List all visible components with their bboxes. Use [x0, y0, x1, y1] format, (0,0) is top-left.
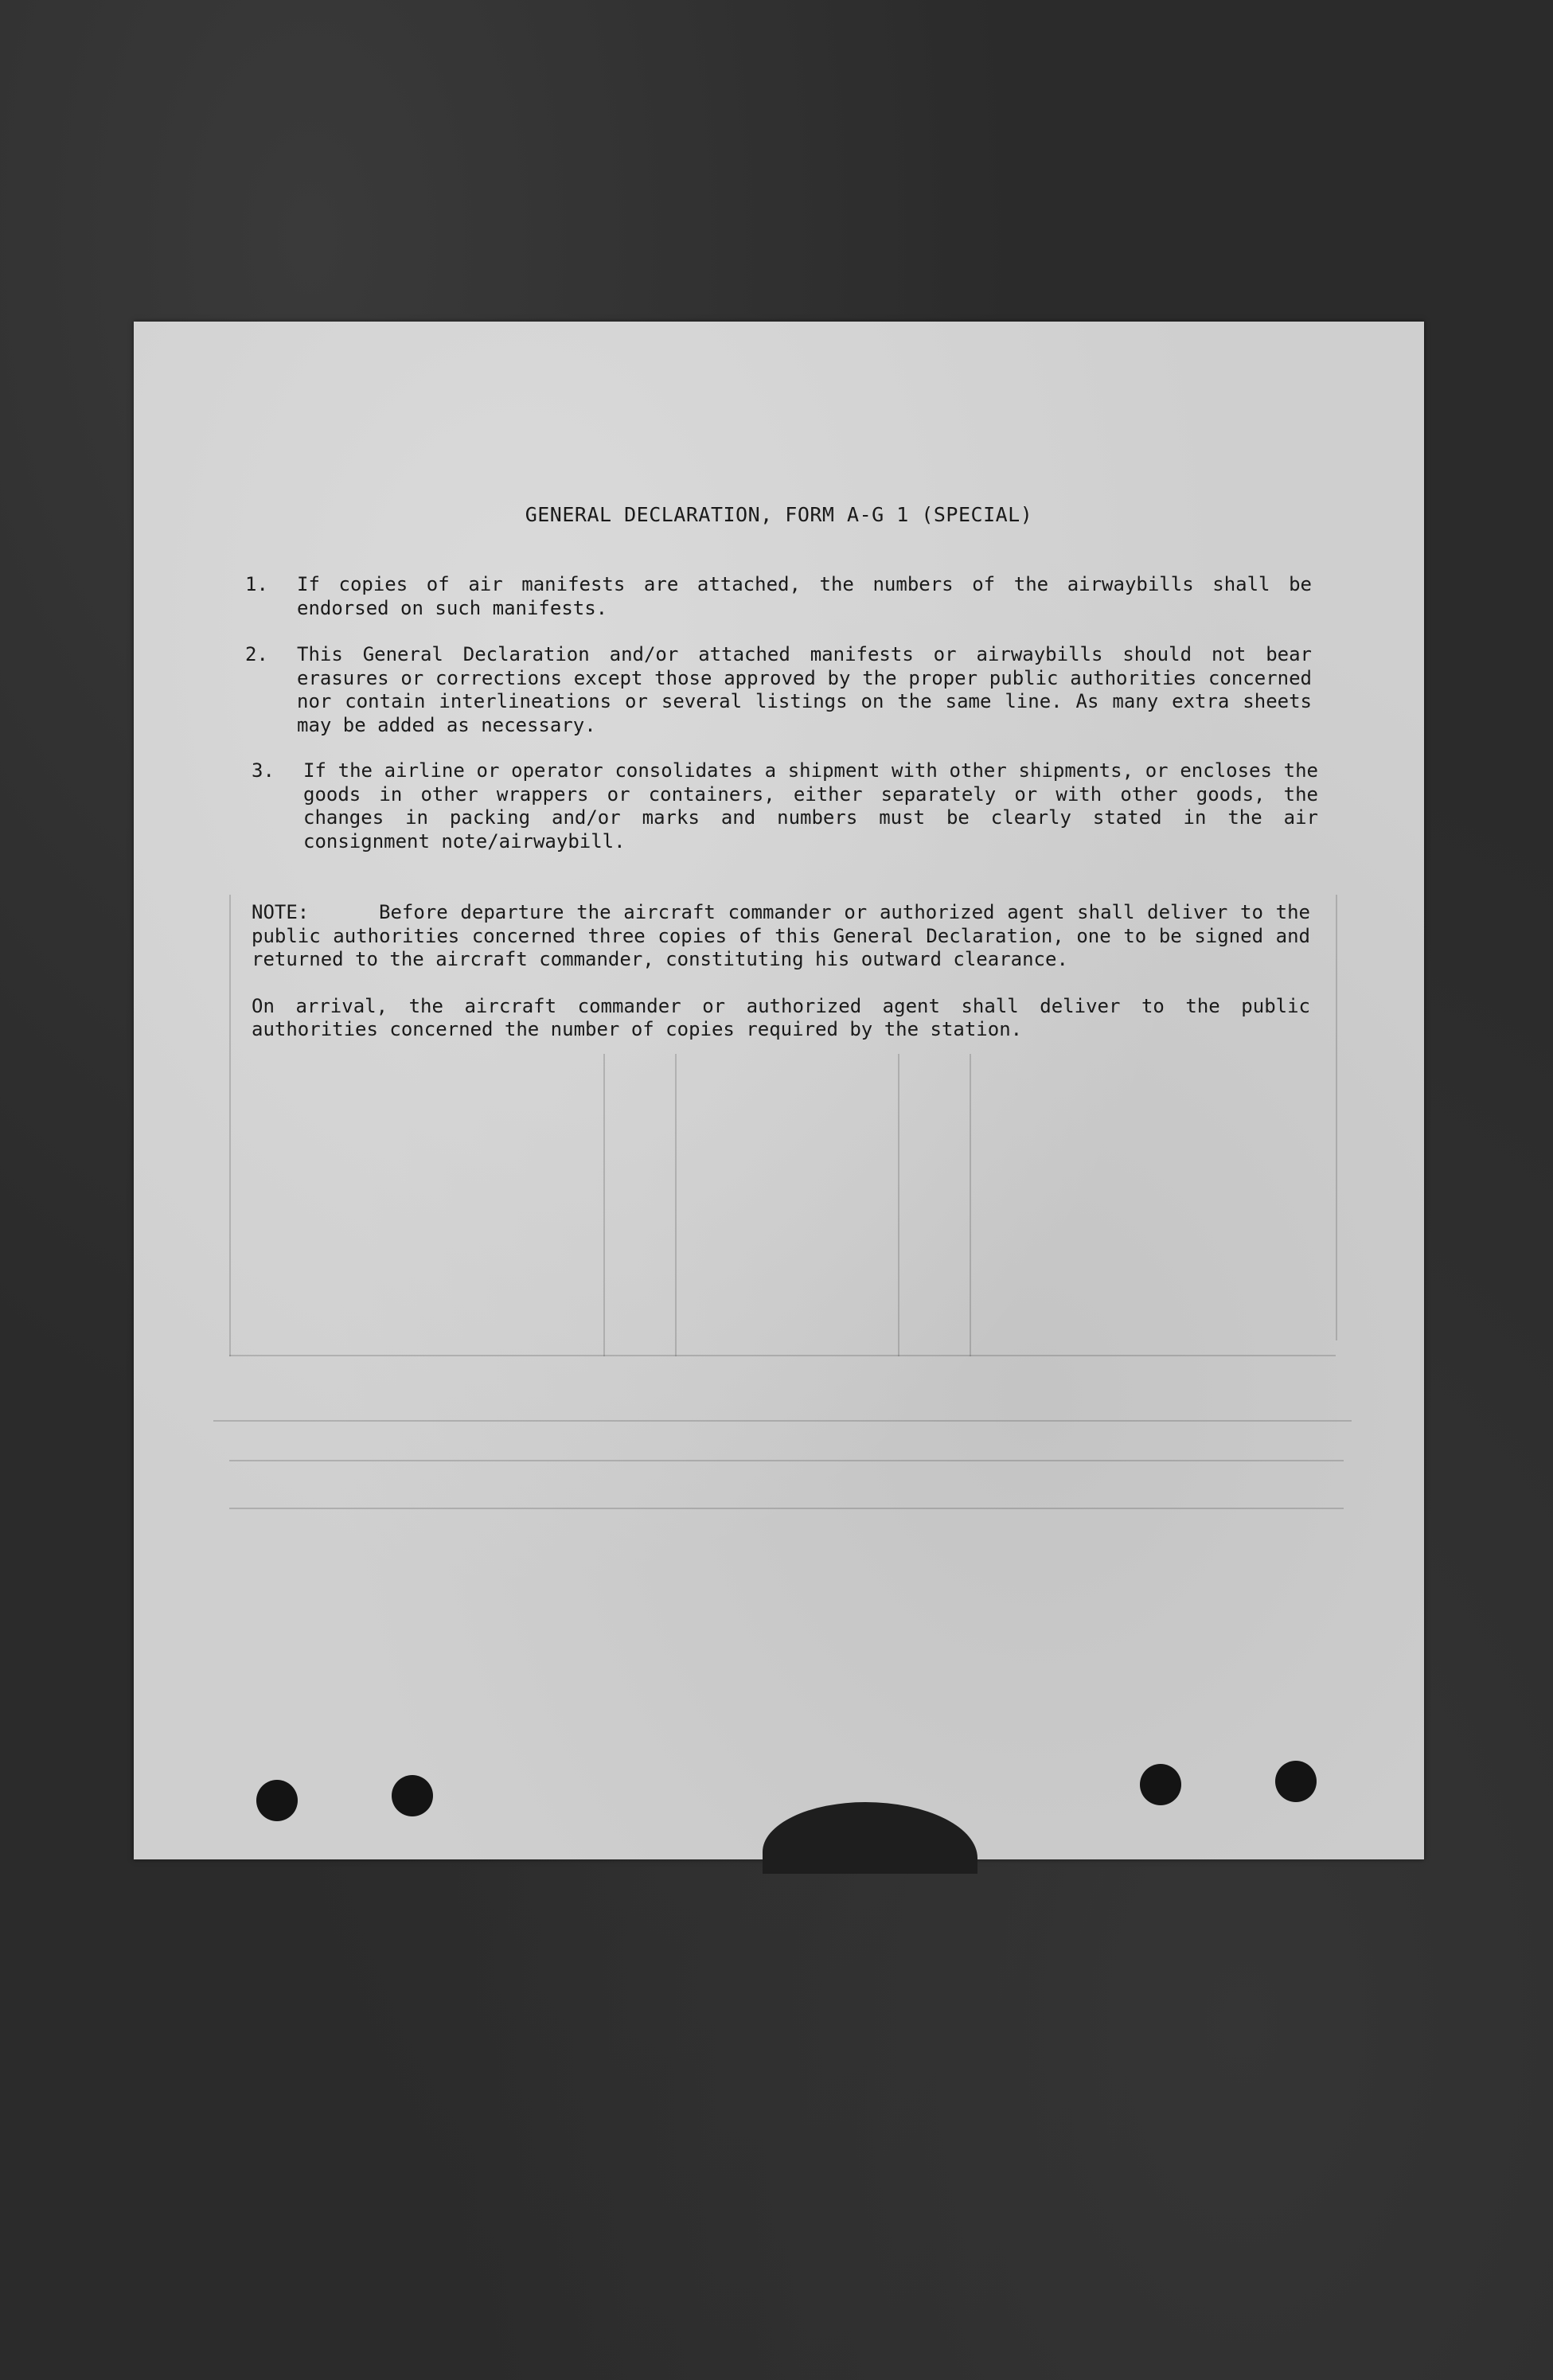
bleed-through-table-border — [603, 1054, 605, 1356]
item-text: If the airline or operator consolidates a shipment with other shipments, or encloses the goods in other wrappers or containers, either separately or with other goods, the changes in packing and/or marks and numbers must be clearly stated in the air consignment note/airwaybill. — [303, 759, 1318, 853]
document-title: GENERAL DECLARATION, FORM A-G 1 (SPECIAL) — [525, 503, 1033, 526]
note-block — [252, 901, 1310, 1065]
item-text: This General Declaration and/or attached manifests or airwaybills should not bear erasures or corrections except those approved by the proper public authorities concerned nor contain interlineations or several listings on the same line. As many extra sheets may be added as necessary. — [297, 643, 1312, 736]
torn-edge — [763, 1802, 977, 1874]
bleed-through-table-border — [229, 1355, 1336, 1356]
punch-hole — [256, 1780, 298, 1821]
document-page — [134, 322, 1424, 1859]
punch-hole — [1140, 1764, 1181, 1805]
bleed-through-rule — [229, 1508, 1344, 1509]
bleed-through-rule — [213, 1420, 1352, 1422]
punch-hole — [392, 1775, 433, 1816]
item-number: 1. — [245, 573, 268, 595]
note-text: Before departure the aircraft commander or authorized agent shall deliver to the public authorities concerned three copies of this General Declaration, one to be signed and returned to the aircraft commander, constituting his outward clearance. — [252, 901, 1310, 970]
punch-hole — [1275, 1761, 1317, 1802]
item-number: 2. — [245, 643, 268, 665]
bleed-through-table-border — [970, 1054, 971, 1356]
bleed-through-rule — [229, 1460, 1344, 1461]
item-number: 3. — [252, 759, 275, 782]
item-text: If copies of air manifests are attached, the numbers of the airwaybills shall be endorsed on such manifests. — [297, 573, 1312, 619]
bleed-through-table-border — [1336, 895, 1337, 1340]
bleed-through-table-border — [229, 895, 231, 1356]
instruction-item-2 — [245, 643, 1312, 737]
bleed-through-table-border — [675, 1054, 677, 1356]
instruction-item-3 — [252, 759, 1318, 853]
note-arrival: On arrival, the aircraft commander or authorized agent shall deliver to the public authorities concerned the number of copies required by the station. — [252, 994, 1310, 1040]
note-departure — [252, 901, 1310, 972]
note-label: NOTE: — [252, 901, 310, 923]
instruction-item-1 — [245, 573, 1312, 620]
bleed-through-table-border — [898, 1054, 899, 1356]
